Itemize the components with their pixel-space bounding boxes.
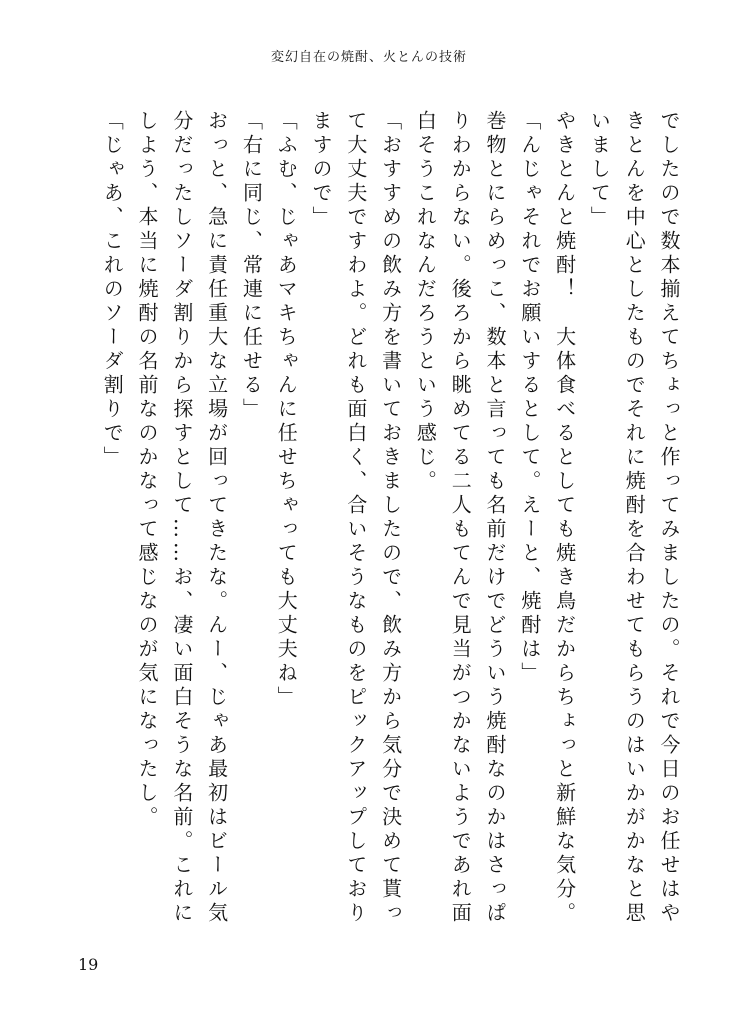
paragraph: 「んじゃそれでお願いするとして。えーと、焼酎は」 bbox=[517, 110, 542, 686]
paragraph: でしたので数本揃えてちょっと作ってみましたの。それで今日のお任せはやきとんを中心としたものでそれに焼酎を合わせてもらうのはいかがかなと思いまして」 bbox=[587, 110, 681, 926]
paragraph: 巻物とにらめっこ、数本と言っても名前だけでどういう焼酎なのかはさっぱりわからない。後ろから眺めてる二人もてんで見当がつかないようであれ面白そうこれなんだろうという感じ。 bbox=[413, 110, 508, 926]
paragraph: やきとんと焼酎！ 大体食べるとしても焼き鳥だからちょっと新鮮な気分。 bbox=[552, 110, 577, 926]
paragraph: 「じゃあ、これのソーダ割りで」 bbox=[100, 110, 125, 470]
page-number: 19 bbox=[78, 955, 99, 974]
paragraph: 「右に同じ、常連に任せる」 bbox=[239, 110, 264, 422]
paragraph: おっと、急に責任重大な立場が回ってきたな。んー、じゃあ最初はビール気分だったしソーダ割りから探すとして……お、凄い面白そうな名前。これにしよう、本当に焼酎の名前なのかなって感じなのが気になったし。 bbox=[135, 110, 229, 926]
running-header: 変幻自在の焼酎、火とんの技術 bbox=[270, 50, 467, 65]
paragraph: 「ふむ、じゃあマキちゃんに任せちゃっても大丈夫ね」 bbox=[274, 110, 299, 710]
body-text bbox=[100, 110, 686, 940]
paragraph: 「おすすめの飲み方を書いておきましたので、飲み方から気分で決めて貰って大丈夫ですわよ。どれも面白く、合いそうなものをピックアップしておりますので」 bbox=[309, 110, 403, 926]
